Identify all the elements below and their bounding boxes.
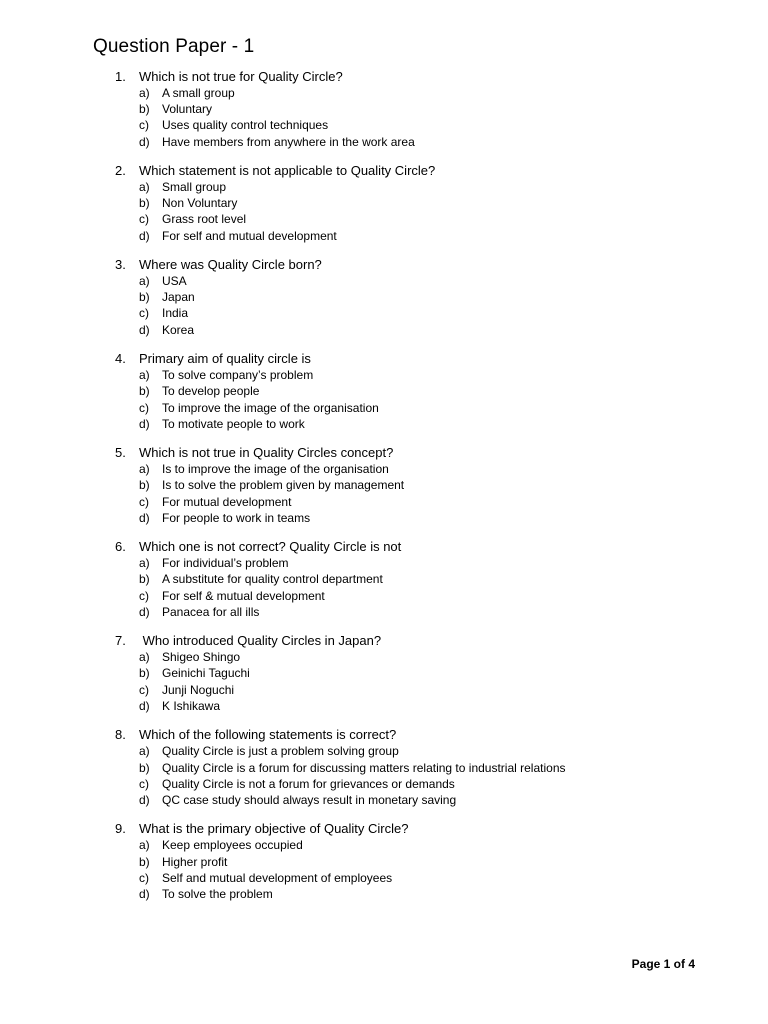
option-letter: d) [139, 698, 150, 713]
question-line [115, 444, 735, 461]
option-text: To solve company’s problem [162, 368, 314, 383]
option-letter: b) [139, 666, 150, 681]
option-item [139, 85, 735, 101]
option-letter: d) [139, 604, 150, 619]
option-item [139, 571, 735, 587]
option-item [139, 760, 735, 776]
question-number: 4. [115, 351, 126, 367]
question-item [115, 726, 735, 808]
option-text: K Ishikawa [162, 698, 221, 713]
option-text: Non Voluntary [162, 196, 238, 211]
option-text: To improve the image of the organisation [162, 400, 379, 415]
question-item [115, 256, 735, 338]
question-text: Which is not true in Quality Circles concept? [139, 445, 394, 461]
option-list [139, 743, 735, 808]
option-text: To motivate people to work [162, 416, 305, 431]
option-letter: c) [139, 776, 149, 791]
question-item [115, 632, 735, 714]
option-item [139, 494, 735, 510]
question-line [115, 538, 735, 555]
option-item [139, 604, 735, 620]
question-number: 9. [115, 821, 126, 837]
option-letter: a) [139, 274, 150, 289]
option-list [139, 837, 735, 902]
question-number: 8. [115, 727, 126, 743]
question-text: Which one is not correct? Quality Circle is not [139, 539, 402, 555]
option-list [139, 461, 735, 526]
question-item [115, 350, 735, 432]
option-item [139, 510, 735, 526]
option-text: Keep employees occupied [162, 838, 303, 853]
option-item [139, 837, 735, 853]
option-text: Self and mutual development of employees [162, 870, 393, 885]
option-text: For individual’s problem [162, 556, 289, 571]
option-text: Korea [162, 322, 195, 337]
option-letter: a) [139, 650, 150, 665]
option-list [139, 555, 735, 620]
option-list [139, 179, 735, 244]
question-number: 6. [115, 539, 126, 555]
option-letter: a) [139, 556, 150, 571]
option-item [139, 461, 735, 477]
question-item [115, 820, 735, 902]
option-text: Grass root level [162, 212, 247, 227]
option-letter: a) [139, 744, 150, 759]
option-letter: c) [139, 118, 149, 133]
option-letter: a) [139, 838, 150, 853]
option-text: Shigeo Shingo [162, 650, 241, 665]
option-item [139, 273, 735, 289]
option-text: Higher profit [162, 854, 228, 869]
option-text: Small group [162, 180, 227, 195]
question-number: 7. [115, 633, 126, 649]
option-item [139, 776, 735, 792]
question-text: What is the primary objective of Quality Circle? [139, 821, 409, 837]
option-item [139, 588, 735, 604]
option-letter: b) [139, 478, 150, 493]
option-item [139, 416, 735, 432]
option-letter: d) [139, 228, 150, 243]
question-number: 3. [115, 257, 126, 273]
option-letter: c) [139, 400, 149, 415]
question-item [115, 444, 735, 526]
question-line [115, 162, 735, 179]
question-list [115, 68, 735, 914]
question-line [115, 256, 735, 273]
option-letter: d) [139, 886, 150, 901]
question-text: Primary aim of quality circle is [139, 351, 311, 367]
question-number: 2. [115, 163, 126, 179]
option-letter: b) [139, 854, 150, 869]
question-text: Where was Quality Circle born? [139, 257, 322, 273]
option-letter: c) [139, 588, 149, 603]
option-text: Is to improve the image of the organisation [162, 462, 389, 477]
option-text: Quality Circle is just a problem solving group [162, 744, 399, 759]
question-item [115, 68, 735, 150]
option-item [139, 322, 735, 338]
option-item [139, 367, 735, 383]
option-item [139, 179, 735, 195]
option-item [139, 195, 735, 211]
option-letter: b) [139, 102, 150, 117]
option-item [139, 117, 735, 133]
option-letter: d) [139, 792, 150, 807]
option-letter: d) [139, 510, 150, 525]
option-item [139, 649, 735, 665]
option-item [139, 134, 735, 150]
option-text: Voluntary [162, 102, 213, 117]
question-text: Which is not true for Quality Circle? [139, 69, 343, 84]
option-item [139, 698, 735, 714]
option-letter: a) [139, 180, 150, 195]
question-line [115, 820, 735, 837]
option-item [139, 743, 735, 759]
option-text: Panacea for all ills [162, 604, 260, 619]
option-text: For self & mutual development [162, 588, 325, 603]
option-item [139, 886, 735, 902]
option-list [139, 273, 735, 338]
option-letter: a) [139, 86, 150, 100]
option-text: Geinichi Taguchi [162, 666, 250, 681]
option-letter: c) [139, 212, 149, 227]
page-title: Question Paper - 1 [93, 36, 255, 57]
option-list [139, 649, 735, 714]
option-text: Junji Noguchi [162, 682, 235, 697]
option-letter: b) [139, 760, 150, 775]
option-text: Japan [162, 290, 195, 305]
question-text: Who introduced Quality Circles in Japan? [139, 633, 382, 649]
option-text: Quality Circle is a forum for discussing matters relating to industrial relations [162, 760, 566, 775]
option-letter: c) [139, 494, 149, 509]
option-letter: d) [139, 134, 150, 149]
option-text: Quality Circle is not a forum for grievances or demands [162, 776, 455, 791]
option-text: A small group [162, 86, 235, 100]
question-line [115, 350, 735, 367]
option-text: To solve the problem [162, 886, 273, 901]
option-item [139, 665, 735, 681]
option-text: A substitute for quality control department [162, 572, 383, 587]
option-item [139, 854, 735, 870]
option-item [139, 289, 735, 305]
option-item [139, 555, 735, 571]
option-letter: c) [139, 306, 149, 321]
option-text: For self and mutual development [162, 228, 337, 243]
option-letter: c) [139, 682, 149, 697]
option-text: To develop people [162, 384, 260, 399]
option-letter: c) [139, 870, 149, 885]
option-letter: a) [139, 368, 150, 383]
question-item [115, 538, 735, 620]
question-number: 5. [115, 445, 126, 461]
option-text: Uses quality control techniques [162, 118, 329, 133]
option-letter: b) [139, 572, 150, 587]
question-text: Which of the following statements is correct? [139, 727, 397, 743]
option-item [139, 682, 735, 698]
option-letter: d) [139, 322, 150, 337]
option-text: Have members from anywhere in the work area [162, 134, 415, 149]
option-item [139, 400, 735, 416]
option-text: Is to solve the problem given by management [162, 478, 405, 493]
option-text: For people to work in teams [162, 510, 311, 525]
option-text: For mutual development [162, 494, 292, 509]
option-item [139, 228, 735, 244]
option-item [139, 870, 735, 886]
option-letter: b) [139, 196, 150, 211]
option-item [139, 792, 735, 808]
option-text: USA [162, 274, 187, 289]
option-text: India [162, 306, 189, 321]
option-item [139, 211, 735, 227]
option-letter: d) [139, 416, 150, 431]
page-number: Page 1 of 4 [631, 957, 695, 971]
question-number: 1. [115, 69, 126, 84]
option-item [139, 305, 735, 321]
question-line [115, 632, 735, 649]
question-line [115, 68, 735, 85]
question-line [115, 726, 735, 743]
option-letter: b) [139, 290, 150, 305]
question-item [115, 162, 735, 244]
option-list [139, 85, 735, 150]
option-item [139, 101, 735, 117]
option-text: QC case study should always result in monetary saving [162, 792, 457, 807]
option-letter: b) [139, 384, 150, 399]
option-item [139, 477, 735, 493]
option-item [139, 383, 735, 399]
option-list [139, 367, 735, 432]
question-text: Which statement is not applicable to Quality Circle? [139, 163, 436, 179]
option-letter: a) [139, 462, 150, 477]
